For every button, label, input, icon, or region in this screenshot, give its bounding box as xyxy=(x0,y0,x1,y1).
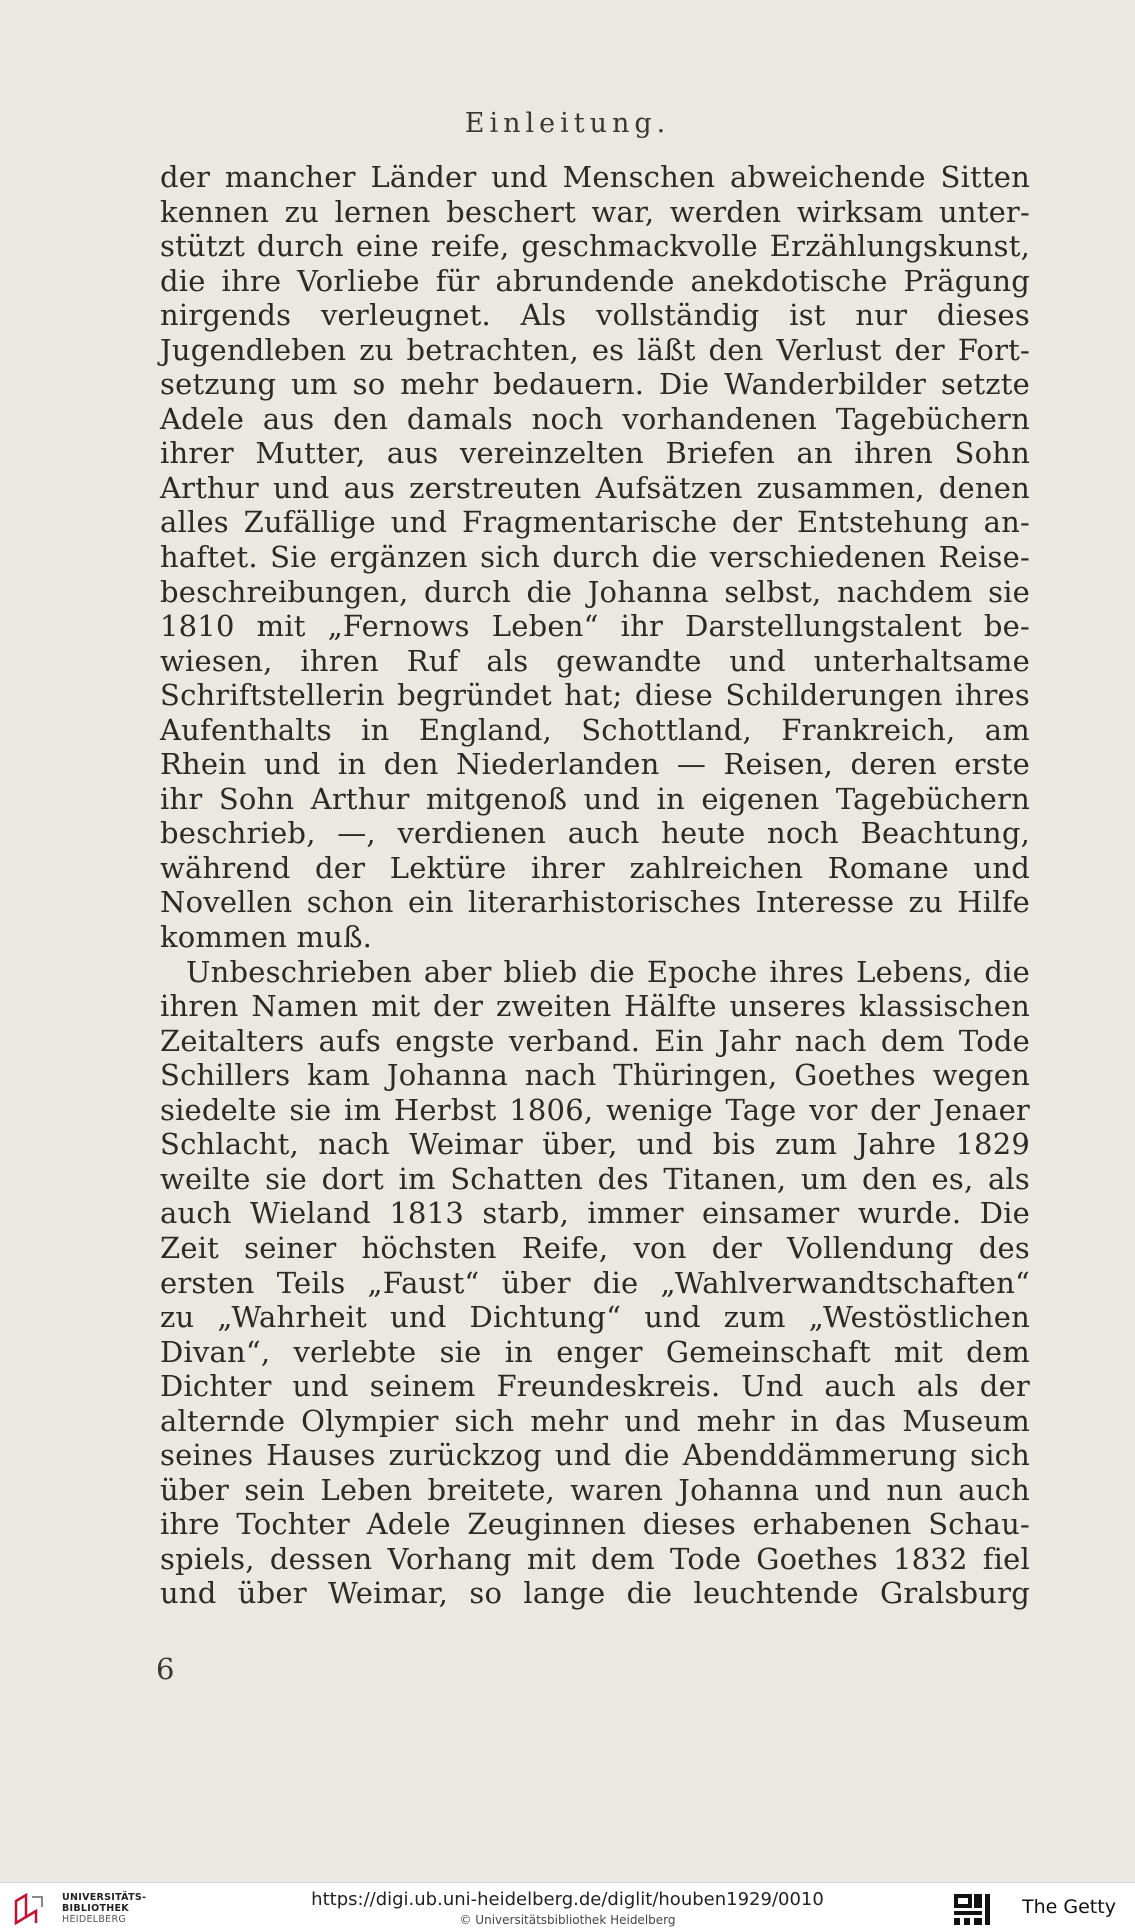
text-line: über sein Leben breitete, waren Johanna und nun auch xyxy=(160,1472,1030,1507)
text-line: Novellen schon ein literarhistorisches Interesse zu Hilfe xyxy=(160,885,1030,920)
text-line: spiels, dessen Vorhang mit dem Tode Goethes 1832 fiel xyxy=(160,1541,1030,1576)
viewer-footer xyxy=(0,1882,1135,1932)
text-line: zu „Wahrheit und Dichtung“ und zum „Westöstlichen xyxy=(160,1300,1030,1335)
running-head: Einleitung. xyxy=(464,108,671,139)
partner-name: The Getty xyxy=(1022,1896,1116,1918)
text-line: seines Hauses zurückzog und die Abenddämmerung sich xyxy=(160,1438,1030,1473)
text-line: Rhein und in den Niederlanden — Reisen, deren erste xyxy=(160,747,1030,782)
text-line: Schillers kam Johanna nach Thüringen, Goethes wegen xyxy=(160,1058,1030,1093)
text-line: haftet. Sie ergänzen sich durch die verschiedenen Reise- xyxy=(160,540,1030,575)
text-line: Unbeschrieben aber blieb die Epoche ihres Lebens, die xyxy=(186,954,1030,989)
library-name-line: BIBLIOTHEK xyxy=(62,1903,129,1914)
text-line: setzung um so mehr bedauern. Die Wanderbilder setzte xyxy=(160,367,1030,402)
text-line: beschrieb, —, verdienen auch heute noch Beachtung, xyxy=(160,816,1030,851)
text-line: weilte sie dort im Schatten des Titanen, um den es, als xyxy=(160,1161,1030,1196)
text-line: ersten Teils „Faust“ über die „Wahlverwandtschaften“ xyxy=(160,1265,1030,1300)
text-line: ihr Sohn Arthur mitgenoß und in eigenen Tagebüchern xyxy=(160,781,1030,816)
text-line: und über Weimar, so lange die leuchtende Gralsburg xyxy=(160,1576,1030,1611)
text-line: kennen zu lernen beschert war, werden wirksam unter- xyxy=(160,194,1030,229)
library-name-line: UNIVERSITÄTS- xyxy=(62,1892,147,1903)
text-line: alles Zufällige und Fragmentarische der Entstehung an- xyxy=(160,505,1030,540)
text-line: siedelte sie im Herbst 1806, wenige Tage vor der Jenaer xyxy=(160,1092,1030,1127)
copyright-notice: © Universitätsbibliothek Heidelberg xyxy=(459,1913,676,1927)
permalink-link[interactable]: https://digi.ub.uni-heidelberg.de/diglit/houben1929/0010 xyxy=(311,1889,824,1910)
text-line: alternde Olympier sich mehr und mehr in das Museum xyxy=(160,1403,1030,1438)
text-line: 1810 mit „Fernows Leben“ ihr Darstellungstalent be- xyxy=(160,609,1030,644)
text-line: auch Wieland 1813 starb, immer einsamer wurde. Die xyxy=(160,1196,1030,1231)
text-line: Aufenthalts in England, Schottland, Frankreich, am xyxy=(160,712,1030,747)
text-line: Arthur und aus zerstreuten Aufsätzen zusammen, denen xyxy=(160,470,1030,505)
text-line: ihren Namen mit der zweiten Hälfte unseres klassischen xyxy=(160,989,1030,1024)
text-line: Jugendleben zu betrachten, es läßt den Verlust der Fort- xyxy=(160,332,1030,367)
text-line: Schriftstellerin begründet hat; diese Schilderungen ihres xyxy=(160,678,1030,713)
text-line: beschreibungen, durch die Johanna selbst, nachdem sie xyxy=(160,574,1030,609)
text-line: der mancher Länder und Menschen abweichende Sitten xyxy=(160,160,1030,194)
text-line: ihre Tochter Adele Zeuginnen dieses erhabenen Schau- xyxy=(160,1507,1030,1542)
text-line: die ihre Vorliebe für abrundende anekdotische Prägung xyxy=(160,263,1030,298)
getty-logo-icon xyxy=(952,1891,1002,1927)
text-line: nirgends verleugnet. Als vollständig ist nur dieses xyxy=(160,298,1030,333)
text-line: Schlacht, nach Weimar über, und bis zum Jahre 1829 xyxy=(160,1127,1030,1162)
library-city: HEIDELBERG xyxy=(62,1914,127,1925)
text-line: wiesen, ihren Ruf als gewandte und unterhaltsame xyxy=(160,643,1030,678)
text-line: Zeit seiner höchsten Reife, von der Vollendung des xyxy=(160,1230,1030,1265)
text-line: Dichter und seinem Freundeskreis. Und auch als der xyxy=(160,1369,1030,1404)
text-line: Adele aus den damals noch vorhandenen Tagebüchern xyxy=(160,401,1030,436)
text-line: kommen muß. xyxy=(160,920,373,955)
text-line: Zeitalters aufs engste verband. Ein Jahr nach dem Tode xyxy=(160,1023,1030,1058)
text-line: während der Lektüre ihrer zahlreichen Romane und xyxy=(160,850,1030,885)
body-text xyxy=(160,160,1030,1611)
text-line: ihrer Mutter, aus vereinzelten Briefen an ihren Sohn xyxy=(160,436,1030,471)
page-number: 6 xyxy=(156,1652,175,1686)
text-line: Divan“, verlebte sie in enger Gemeinschaft mit dem xyxy=(160,1334,1030,1369)
text-line: stützt durch eine reife, geschmackvolle Erzählungskunst, xyxy=(160,229,1030,264)
